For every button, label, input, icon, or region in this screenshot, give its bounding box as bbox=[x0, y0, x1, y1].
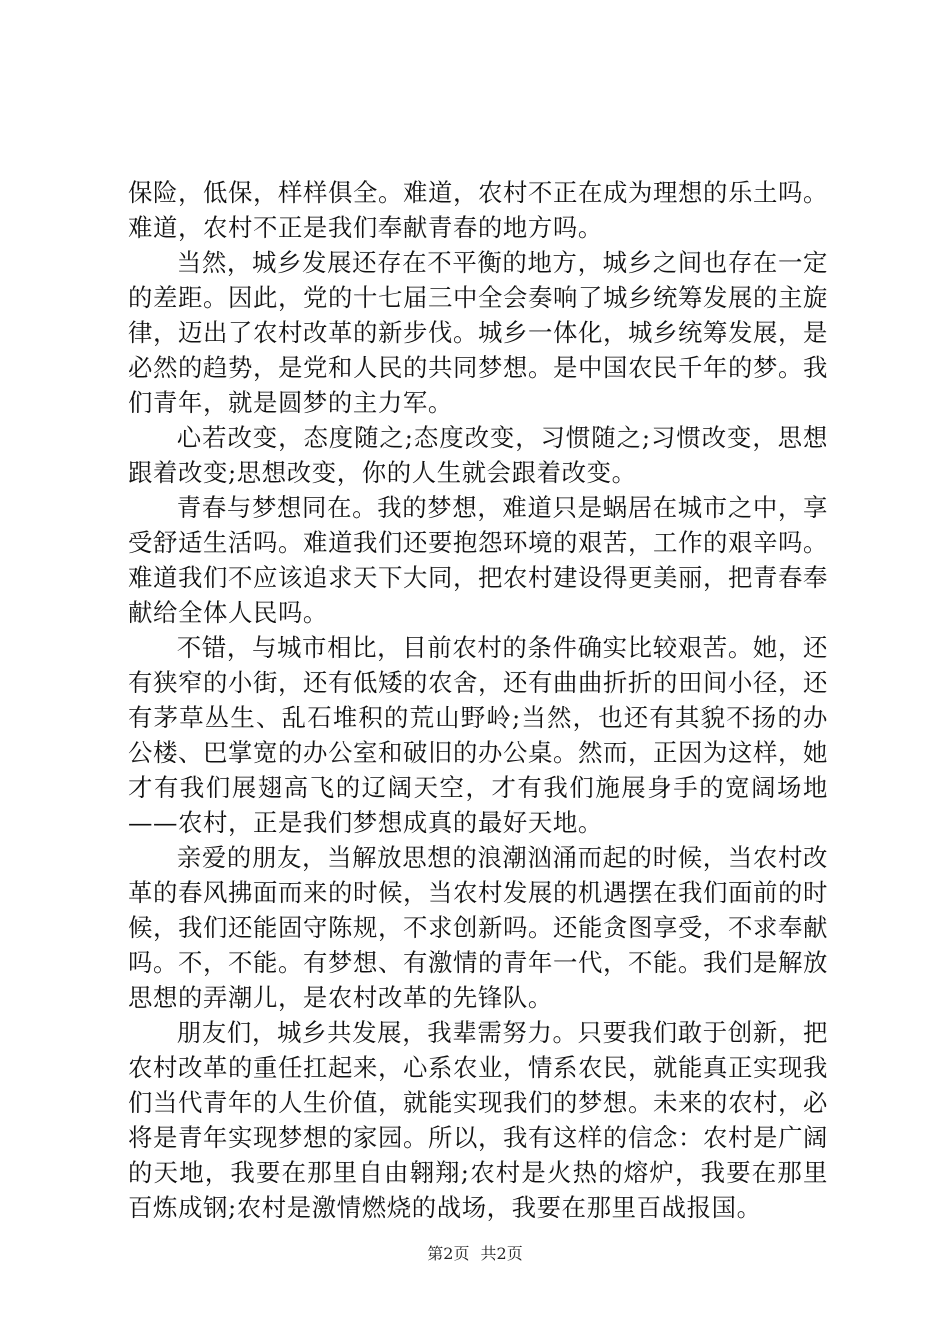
paragraph-6: 亲爱的朋友，当解放思想的浪潮汹涌而起的时候，当农村改革的春风拂面而来的时候，当农村发展的机遇摆在我们面前的时候，我们还能固守陈规，不求创新吗。还能贪图享受，不求奉献吗。不，不能。有梦想、有激情的青年一代，不能。我们是解放思想的弄潮儿，是农村改革的先锋队。 bbox=[128, 843, 828, 1012]
paragraph-4: 青春与梦想同在。我的梦想，难道只是蜗居在城市之中，享受舒适生活吗。难道我们还要抱怨环境的艰苦，工作的艰辛吗。难道我们不应该追求天下大同，把农村建设得更美丽，把青春奉献给全体人民吗。 bbox=[128, 493, 828, 627]
paragraph-3: 心若改变，态度随之;态度改变，习惯随之;习惯改变，思想跟着改变;思想改变，你的人生就会跟着改变。 bbox=[128, 423, 828, 487]
paragraph-7: 朋友们，城乡共发展，我辈需努力。只要我们敢于创新，把农村改革的重任扛起来，心系农业，情系农民，就能真正实现我们当代青年的人生价值，就能实现我们的梦想。未来的农村，必将是青年实现梦想的家园。所以，我有这样的信念：农村是广阔的天地，我要在那里自由翱翔;农村是火热的熔炉，我要在那里百炼成钢;农村是激情燃烧的战场，我要在那里百战报国。 bbox=[128, 1018, 828, 1222]
page-footer bbox=[0, 1244, 950, 1264]
page-number-current: 第2页 bbox=[427, 1244, 470, 1263]
paragraph-1: 保险，低保，样样俱全。难道，农村不正在成为理想的乐土吗。难道，农村不正是我们奉献青春的地方吗。 bbox=[128, 178, 828, 242]
paragraph-2: 当然，城乡发展还存在不平衡的地方，城乡之间也存在一定的差距。因此，党的十七届三中全会奏响了城乡统筹发展的主旋律，迈出了农村改革的新步伐。城乡一体化，城乡统筹发展，是必然的趋势，是党和人民的共同梦想。是中国农民千年的梦。我们青年，就是圆梦的主力军。 bbox=[128, 248, 828, 417]
document-body bbox=[128, 175, 828, 1225]
paragraph-5: 不错，与城市相比，目前农村的条件确实比较艰苦。她，还有狭窄的小街，还有低矮的农舍，还有曲曲折折的田间小径，还有茅草丛生、乱石堆积的荒山野岭;当然，也还有其貌不扬的办公楼、巴掌宽的办公室和破旧的办公桌。然而，正因为这样，她才有我们展翅高飞的辽阔天空，才有我们施展身手的宽阔场地——农村，正是我们梦想成真的最好天地。 bbox=[128, 633, 828, 837]
page-number-total: 共2页 bbox=[480, 1244, 523, 1263]
